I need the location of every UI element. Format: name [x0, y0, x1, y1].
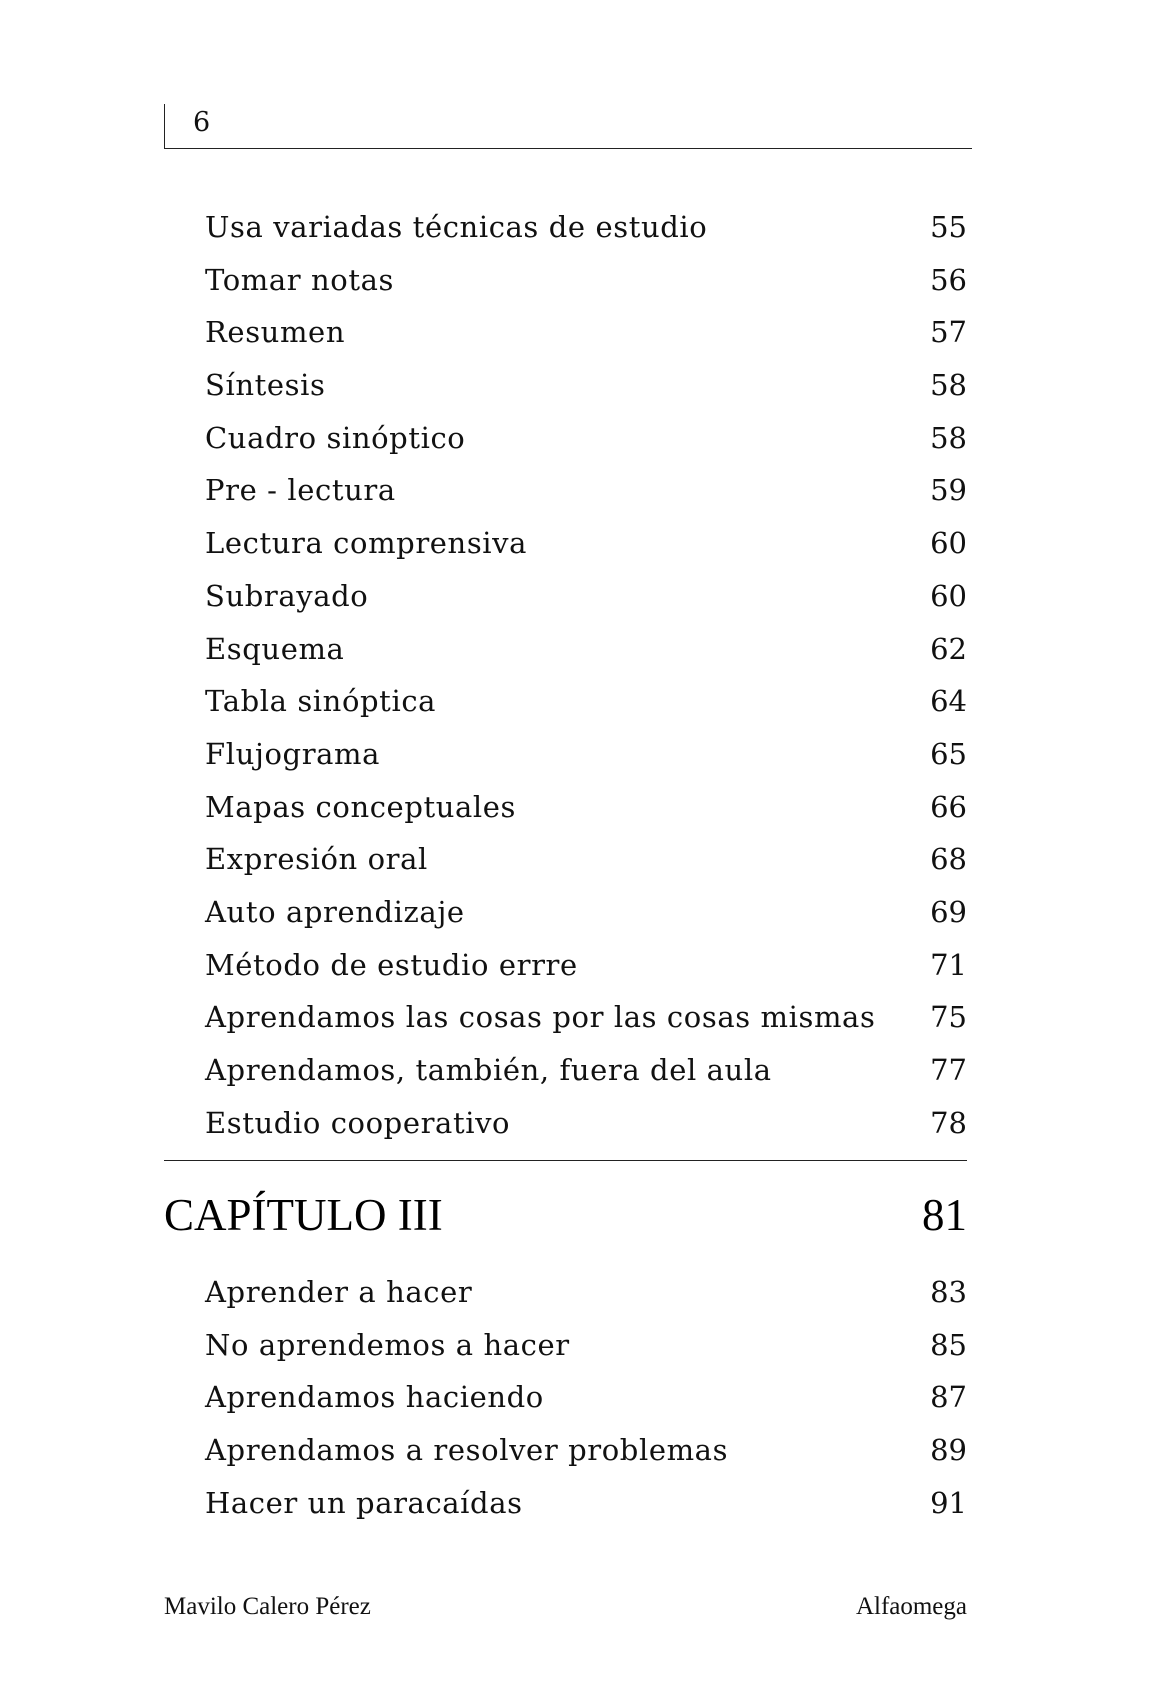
toc-entry — [205, 886, 967, 939]
toc-entry-page: 91 — [930, 1485, 967, 1520]
page-number: 6 — [193, 107, 211, 138]
toc-entry-page: 66 — [930, 789, 967, 824]
toc-entry-page: 83 — [930, 1275, 967, 1309]
toc-entry-page: 77 — [930, 1053, 967, 1087]
toc-entry — [205, 1424, 967, 1477]
toc-entry-title: Síntesis — [205, 368, 326, 403]
toc-entry — [205, 1319, 967, 1372]
chapter-title: CAPÍTULO III — [164, 1190, 443, 1240]
footer-author: Mavilo Calero Pérez — [164, 1593, 371, 1620]
toc-entry — [205, 412, 967, 465]
toc-list — [205, 201, 967, 1149]
toc-entry-page: 69 — [930, 894, 967, 929]
toc-entry-page: 57 — [930, 315, 967, 350]
toc-entry-title: Subrayado — [205, 578, 369, 613]
toc-entry — [205, 517, 967, 570]
toc-entry-page: 60 — [930, 526, 967, 561]
toc-entry-title: Aprendamos haciendo — [205, 1380, 544, 1415]
toc-entry-title: Cuadro sinóptico — [205, 420, 466, 455]
toc-entry — [205, 833, 967, 886]
toc-entry — [205, 1477, 967, 1530]
toc-entry — [205, 306, 967, 359]
toc-entry-title: Mapas conceptuales — [205, 789, 517, 824]
toc-entry — [205, 1371, 967, 1424]
toc-entry-title: No aprendemos a hacer — [205, 1327, 570, 1362]
toc-entry-page: 58 — [930, 368, 967, 403]
toc-entry-page: 56 — [930, 262, 967, 297]
footer-publisher: Alfaomega — [855, 1593, 967, 1620]
toc-entry-page: 89 — [930, 1433, 967, 1468]
toc-entry-title: Auto aprendizaje — [205, 894, 465, 929]
toc-entry-title: Hacer un paracaídas — [205, 1485, 523, 1520]
toc-entry-title: Tomar notas — [205, 262, 394, 297]
chapter-page: 81 — [922, 1190, 967, 1240]
toc-entry-title: Esquema — [205, 631, 345, 666]
toc-entry-title: Flujograma — [205, 736, 381, 771]
page-footer — [164, 1592, 967, 1622]
toc-entry — [205, 1044, 967, 1097]
toc-entry — [205, 728, 967, 781]
chapter-heading — [164, 1185, 967, 1245]
toc-entry-page: 58 — [930, 420, 967, 455]
chapter-divider — [164, 1160, 967, 1161]
toc-entry-title: Pre - lectura — [205, 473, 396, 508]
toc-entry-title: Expresión oral — [205, 842, 428, 877]
toc-entry-title: Resumen — [205, 315, 346, 350]
toc-entry-title: Método de estudio errre — [205, 947, 578, 982]
toc-entry-page: 85 — [930, 1327, 967, 1362]
toc-entry — [205, 623, 967, 676]
toc-entry-page: 64 — [930, 684, 967, 719]
toc-entry — [205, 781, 967, 834]
toc-list — [205, 1266, 967, 1529]
header-tick-mark — [164, 104, 165, 148]
page-header — [164, 104, 972, 149]
toc-entry-title: Lectura comprensiva — [205, 526, 528, 561]
toc-entry-title: Aprendamos a resolver problemas — [205, 1433, 729, 1468]
toc-entry-title: Aprendamos las cosas por las cosas mismas — [205, 1000, 876, 1035]
toc-entry-title: Estudio cooperativo — [205, 1105, 511, 1140]
toc-entry-page: 78 — [930, 1105, 967, 1140]
toc-entry — [205, 570, 967, 623]
toc-entry-page: 59 — [930, 473, 967, 508]
toc-entry-title: Usa variadas técnicas de estudio — [205, 210, 708, 244]
toc-entry — [205, 991, 967, 1044]
toc-entry — [205, 1097, 967, 1150]
toc-entry — [205, 201, 967, 254]
toc-entry-page: 71 — [930, 947, 967, 982]
toc-entry — [205, 1266, 967, 1319]
toc-entry — [205, 464, 967, 517]
toc-entry-page: 68 — [930, 842, 967, 877]
toc-entry-page: 62 — [930, 631, 967, 666]
toc-entry — [205, 939, 967, 992]
toc-entry-page: 60 — [930, 578, 967, 613]
toc-entry-page: 87 — [930, 1380, 967, 1415]
toc-entry-title: Aprender a hacer — [205, 1275, 473, 1309]
toc-entry-title: Tabla sinóptica — [205, 684, 437, 719]
toc-entry — [205, 675, 967, 728]
toc-entry-page: 65 — [930, 736, 967, 771]
toc-entry-page: 55 — [930, 210, 967, 244]
toc-entry — [205, 359, 967, 412]
toc-entry — [205, 254, 967, 307]
toc-entry-page: 75 — [930, 1000, 967, 1035]
toc-entry-title: Aprendamos, también, fuera del aula — [205, 1053, 772, 1087]
